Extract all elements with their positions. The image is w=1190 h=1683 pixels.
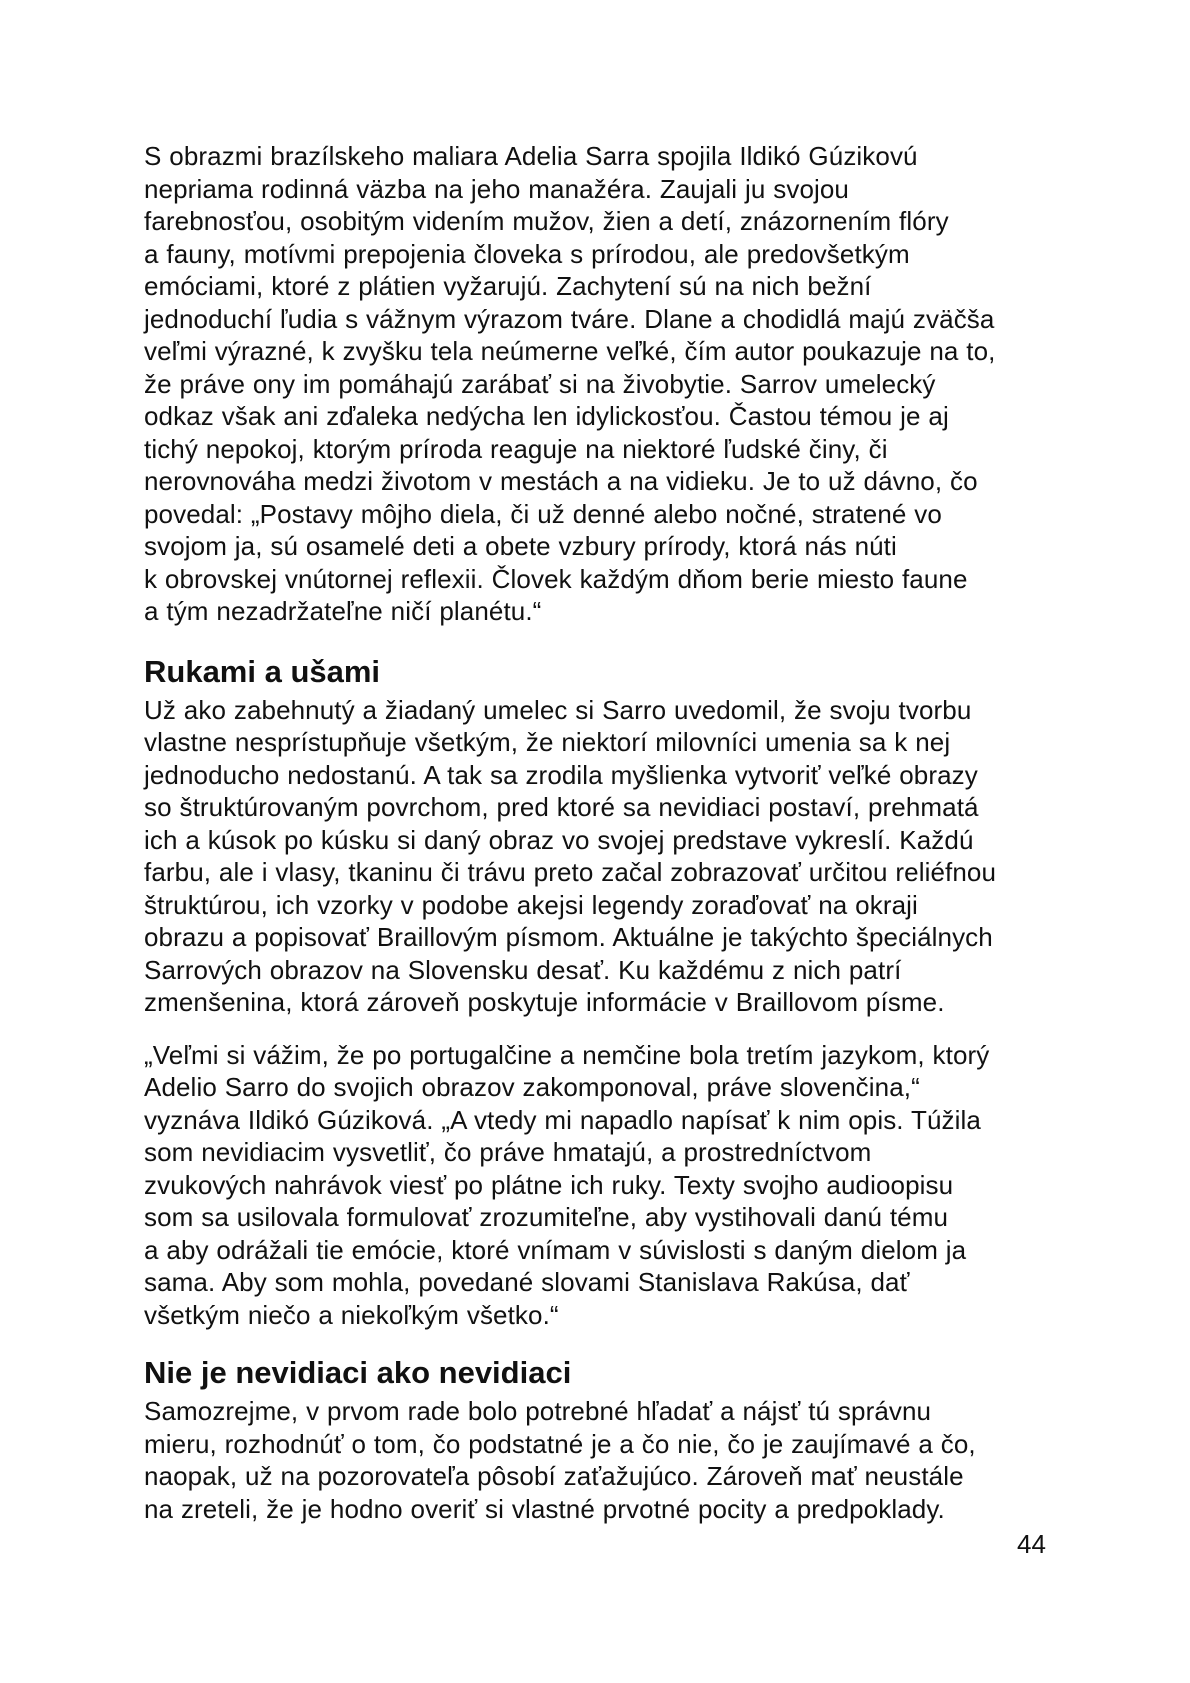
text-line: S obrazmi brazílskeho maliara Adelia Sarra spojila Ildikó Gúzikovú bbox=[144, 141, 918, 171]
text-line: a aby odrážali tie emócie, ktoré vnímam v súvislosti s daným dielom ja bbox=[144, 1234, 967, 1265]
text-line: že práve ony im pomáhajú zarábať si na živobytie. Sarrov umelecký bbox=[144, 368, 936, 399]
page-number: 44 bbox=[1017, 1529, 1046, 1559]
text-line: tichý nepokoj, ktorým príroda reaguje na niektoré ľudské činy, či bbox=[144, 433, 888, 464]
text-line: na zreteli, že je hodno overiť si vlastné prvotné pocity a predpoklady. bbox=[144, 1493, 945, 1524]
text-line: Sarrových obrazov na Slovensku desať. Ku každému z nich patrí bbox=[144, 954, 902, 985]
text-line: povedal: „Postavy môjho diela, či už denné alebo nočné, stratené vo bbox=[144, 498, 942, 529]
text-line: k obrovskej vnútornej reflexii. Človek každým dňom berie miesto faune bbox=[144, 563, 968, 594]
text-line: nepriama rodinná väzba na jeho manažéra. Zaujali ju svojou bbox=[144, 173, 849, 204]
text-line: som nevidiacim vysvetliť, čo práve hmatajú, a prostredníctvom bbox=[144, 1137, 872, 1167]
text-line: a fauny, motívmi prepojenia človeka s prírodou, ale predovšetkým bbox=[144, 238, 910, 269]
document-page bbox=[144, 140, 1064, 1525]
text-line: nerovnováha medzi životom v mestách a na vidieku. Je to už dávno, čo bbox=[144, 466, 978, 496]
text-line: ich a kúsok po kúsku si daný obraz vo svojej predstave vykreslí. Každú bbox=[144, 824, 974, 855]
text-line: farbu, ale i vlasy, tkaninu či trávu preto začal zobrazovať určitou reliéfnou bbox=[144, 857, 997, 887]
text-line: mieru, rozhodnúť o tom, čo podstatné je a čo nie, čo je zaujímavé a čo, bbox=[144, 1428, 976, 1459]
text-line: sama. Aby som mohla, povedané slovami Stanislava Rakúsa, dať bbox=[144, 1267, 910, 1297]
paragraph-tactile-paintings bbox=[144, 694, 1064, 1019]
text-line: jednoduchí ľudia s vážnym výrazom tváre. Dlane a chodidlá majú zväčša bbox=[144, 303, 995, 334]
text-line: „Veľmi si vážim, že po portugalčine a nemčine bola tretím jazykom, ktorý bbox=[144, 1039, 990, 1070]
text-line: zmenšenina, ktorá zároveň poskytuje informácie v Braillovom písme. bbox=[144, 987, 945, 1017]
text-line: vlastne nesprístupňuje všetkým, že niektorí milovníci umenia sa k nej bbox=[144, 727, 951, 757]
paragraph-intro bbox=[144, 140, 1064, 628]
text-line: Adelio Sarro do svojich obrazov zakomponoval, práve slovenčina,“ bbox=[144, 1072, 920, 1102]
text-line: so štruktúrovaným povrchom, pred ktoré sa nevidiaci postaví, prehmatá bbox=[144, 792, 979, 822]
text-line: naopak, už na pozorovateľa pôsobí zaťažujúco. Zároveň mať neustále bbox=[144, 1461, 964, 1491]
text-line: farebnosťou, osobitým videním mužov, žien a detí, znázornením flóry bbox=[144, 206, 949, 236]
text-line: zvukových nahrávok viesť po plátne ich ruky. Texty svojho audioopisu bbox=[144, 1169, 954, 1200]
paragraph-right-measure bbox=[144, 1395, 1064, 1525]
section-heading-rukami-a-usami: Rukami a ušami bbox=[144, 653, 381, 689]
text-line: svojom ja, sú osamelé deti a obete vzbury prírody, ktorá nás núti bbox=[144, 531, 897, 561]
text-line: obrazu a popisovať Braillovým písmom. Aktuálne je takýchto špeciálnych bbox=[144, 922, 993, 952]
text-line: emóciami, ktoré z plátien vyžarujú. Zachytení sú na nich bežní bbox=[144, 271, 872, 301]
text-line: veľmi výrazné, k zvyšku tela neúmerne veľké, čím autor poukazuje na to, bbox=[144, 336, 996, 366]
text-line: jednoducho nedostanú. A tak sa zrodila myšlienka vytvoriť veľké obrazy bbox=[144, 759, 978, 790]
text-line: všetkým niečo a niekoľkým všetko.“ bbox=[144, 1299, 559, 1330]
paragraph-quote-guzikova bbox=[144, 1039, 1064, 1332]
text-line: a tým nezadržateľne ničí planétu.“ bbox=[144, 596, 542, 626]
text-line: odkaz však ani zďaleka nedýcha len idylickosťou. Častou témou je aj bbox=[144, 401, 949, 431]
text-line: vyznáva Ildikó Gúziková. „A vtedy mi napadlo napísať k nim opis. Túžila bbox=[144, 1104, 981, 1135]
text-line: štruktúrou, ich vzorky v podobe akejsi legendy zoraďovať na okraji bbox=[144, 889, 918, 920]
text-line: som sa usilovala formulovať zrozumiteľne, aby vystihovali danú tému bbox=[144, 1202, 949, 1232]
text-line: Už ako zabehnutý a žiadaný umelec si Sarro uvedomil, že svoju tvorbu bbox=[144, 694, 972, 725]
section-heading-nie-je-nevidiaci: Nie je nevidiaci ako nevidiaci bbox=[144, 1355, 572, 1390]
text-line: Samozrejme, v prvom rade bolo potrebné hľadať a nájsť tú správnu bbox=[144, 1396, 932, 1426]
